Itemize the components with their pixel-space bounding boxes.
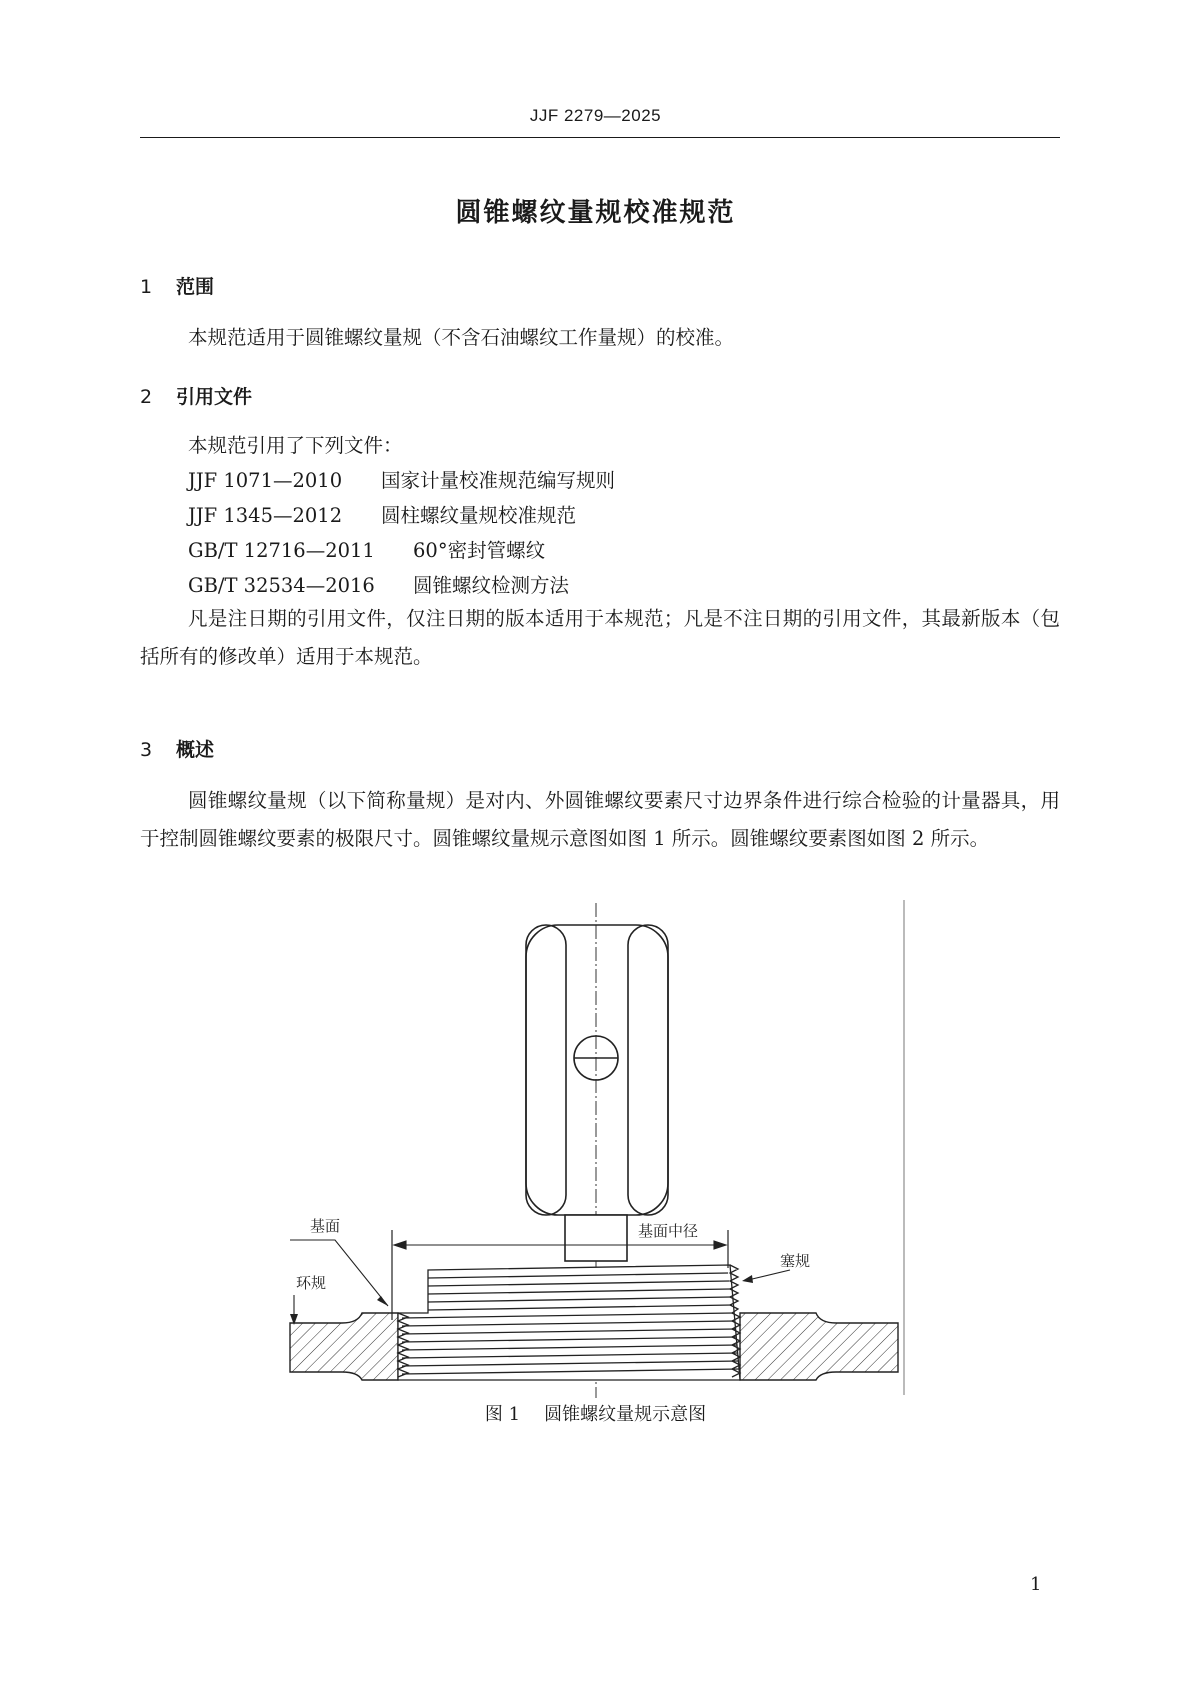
arrow-head — [377, 1296, 388, 1306]
plug-neck — [565, 1215, 627, 1261]
plug-handle — [526, 925, 668, 1215]
reference-code: JJF 1345—2012 — [188, 504, 343, 527]
reference-name: 60°密封管螺纹 — [413, 539, 546, 562]
reference-name: 国家计量校准规范编写规则 — [381, 469, 616, 492]
section-title: 范围 — [176, 276, 215, 298]
reference-name: 圆锥螺纹检测方法 — [413, 574, 570, 597]
reference-name: 圆柱螺纹量规校准规范 — [381, 504, 577, 527]
plug-thread-body — [398, 1265, 740, 1380]
arrow-head — [742, 1275, 753, 1283]
section-title: 引用文件 — [176, 386, 253, 408]
ring-gauge-label: 环规 — [296, 1274, 327, 1292]
ring-gauge-right — [740, 1313, 898, 1380]
section-2-heading — [140, 382, 252, 409]
section-number: 1 — [140, 276, 153, 298]
base-plane-label: 基面 — [310, 1217, 341, 1235]
figure-title: 圆锥螺纹量规示意图 — [544, 1404, 707, 1425]
ring-gauge-left — [290, 1313, 398, 1380]
reference-item — [188, 465, 615, 493]
header-rule — [140, 137, 1060, 138]
reference-code: JJF 1071—2010 — [188, 469, 343, 492]
section-number: 3 — [140, 739, 153, 761]
pitch-diameter-label: 基面中径 — [638, 1222, 699, 1240]
reference-item — [188, 535, 545, 563]
gauge-figure — [280, 900, 910, 1400]
references-note: 凡是注日期的引用文件，仅注日期的版本适用于本规范；凡是不注日期的引用文件，其最新版本（包括所有的修改单）适用于本规范。 — [140, 607, 1060, 668]
reference-code: GB/T 12716—2011 — [188, 539, 375, 562]
reference-item — [188, 570, 569, 598]
pitch-diameter-dimension — [394, 1241, 726, 1249]
overview-paragraph: 圆锥螺纹量规（以下简称量规）是对内、外圆锥螺纹要素尺寸边界条件进行综合检验的计量器具，用于控制圆锥螺纹要素的极限尺寸。圆锥螺纹量规示意图如图 1 所示。圆锥螺纹要素图如图 2 所示。 — [140, 789, 1060, 850]
reference-code: GB/T 32534—2016 — [188, 574, 375, 597]
page-number: 1 — [1030, 1574, 1042, 1595]
figure-caption — [0, 1400, 1191, 1426]
section-title: 概述 — [176, 739, 215, 761]
document-title: 圆锥螺纹量规校准规范 — [455, 198, 736, 228]
section-number: 2 — [140, 386, 153, 408]
scope-paragraph: 本规范适用于圆锥螺纹量规（不含石油螺纹工作量规）的校准。 — [188, 326, 735, 349]
section-1-heading — [140, 272, 214, 299]
gauge-diagram — [280, 900, 910, 1400]
references-intro: 本规范引用了下列文件： — [188, 434, 403, 457]
figure-number: 图 1 — [484, 1404, 521, 1425]
document-code: JJF 2279—2025 — [529, 106, 662, 125]
plug-gauge-label: 塞规 — [780, 1252, 811, 1270]
reference-item — [188, 500, 576, 528]
section-3-heading — [140, 735, 214, 762]
